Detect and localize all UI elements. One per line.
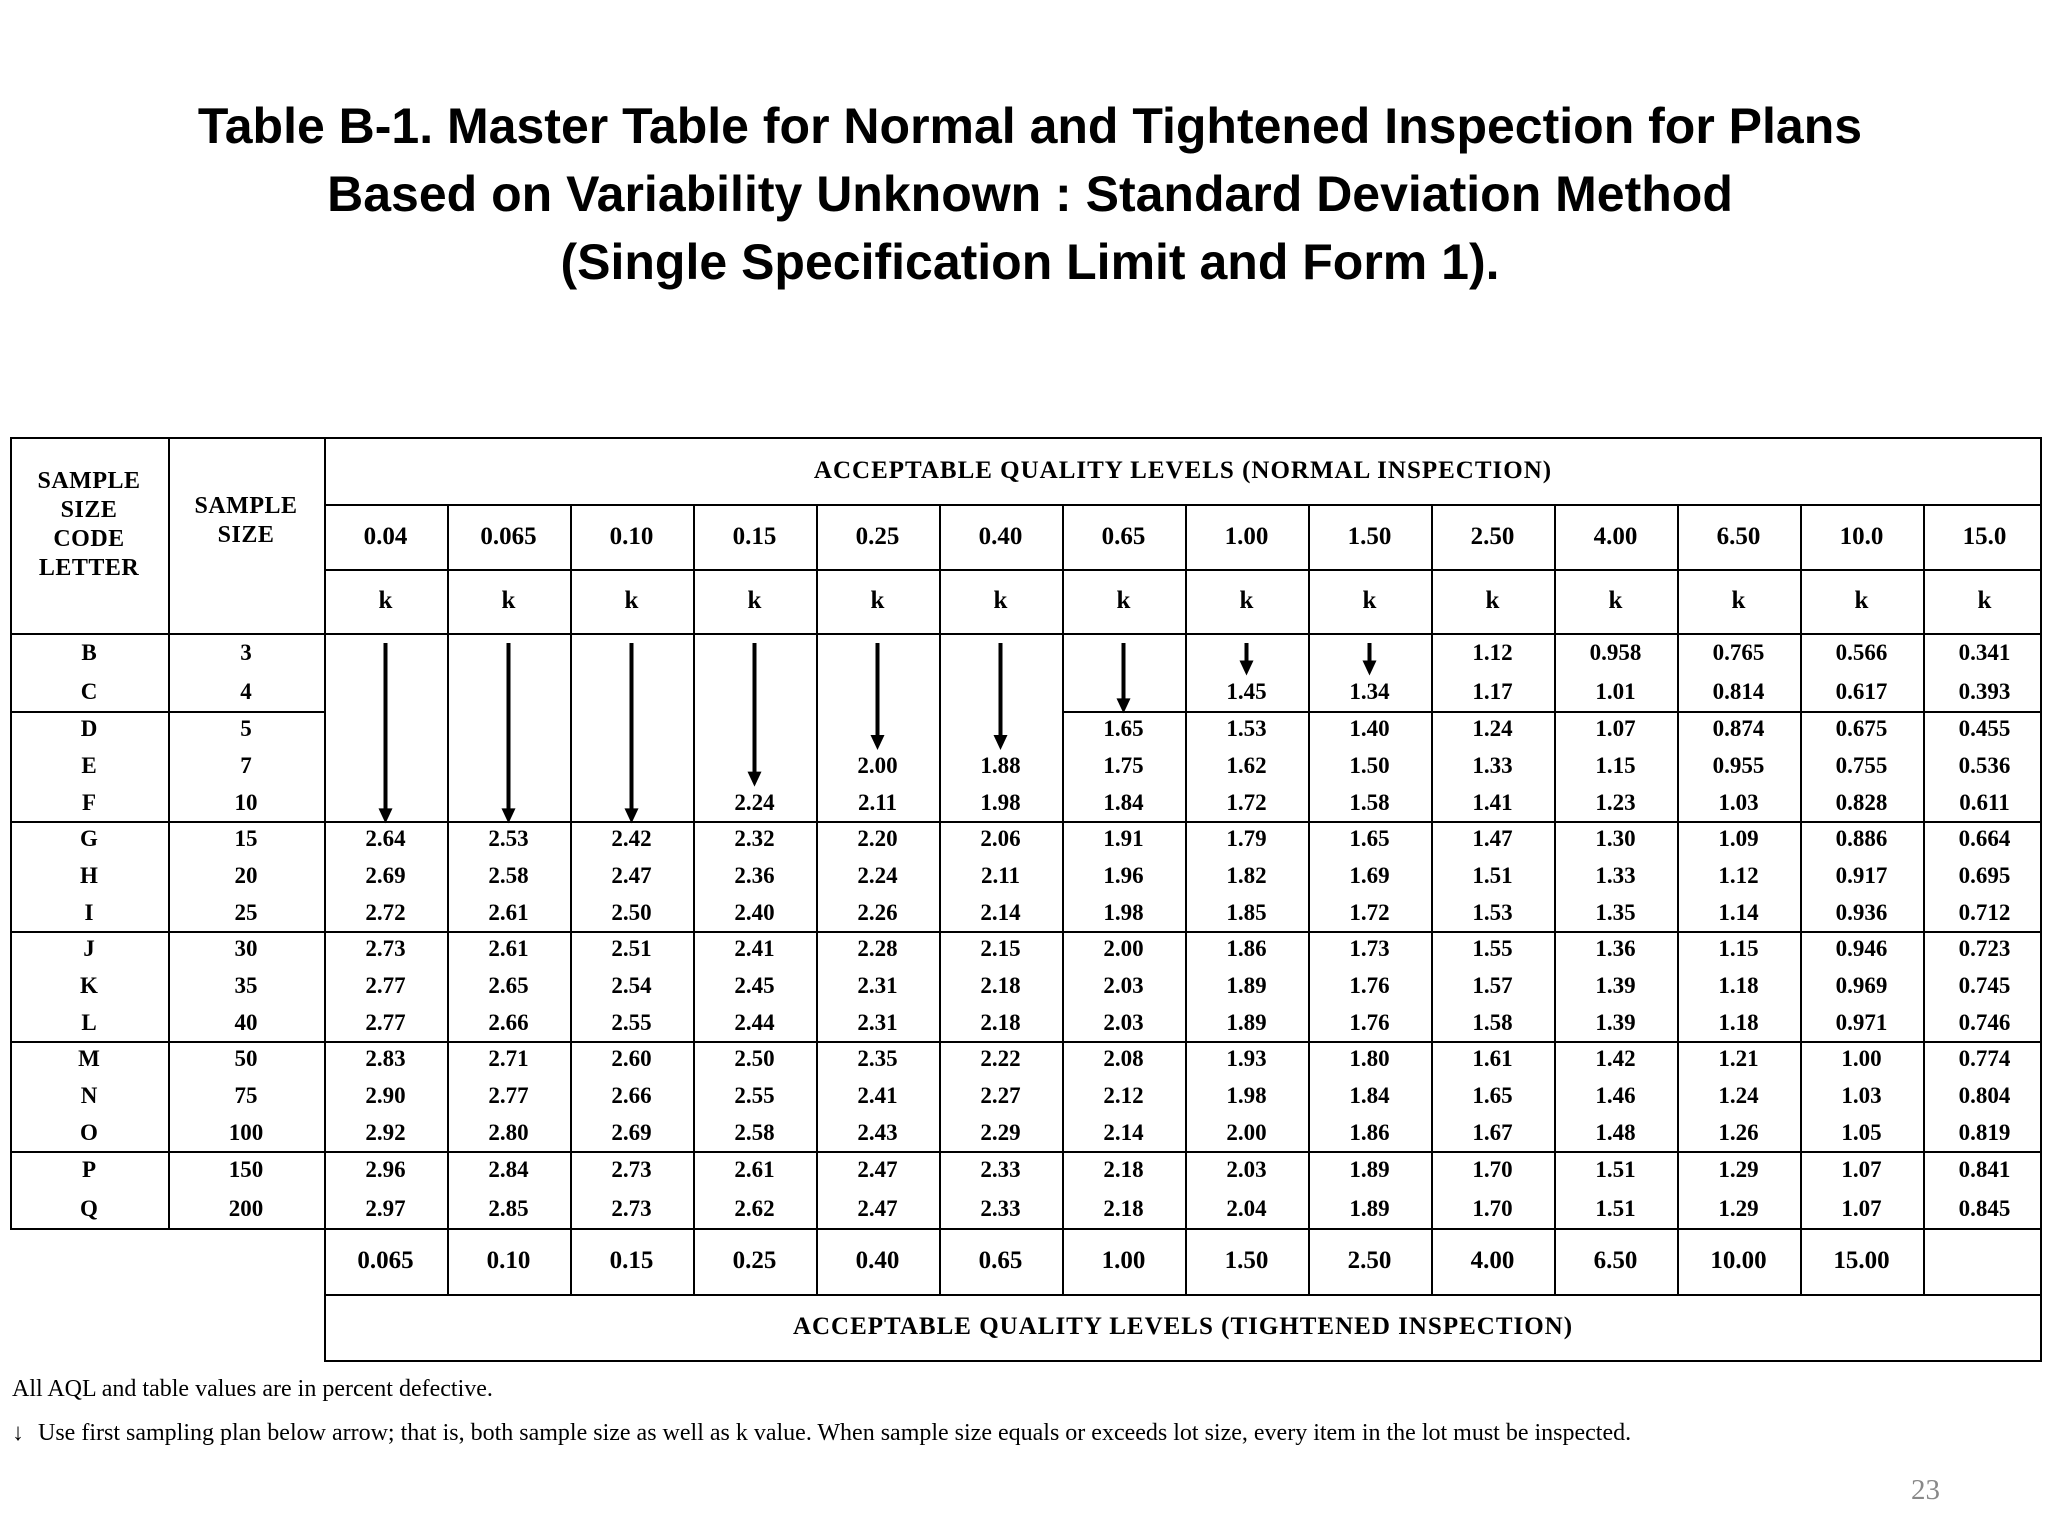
k-value: 2.32 [734,826,775,852]
k-value: 2.58 [488,863,529,888]
code-letter-header-line: SIZE [60,497,118,523]
normal-aql-value: 0.65 [1101,522,1146,550]
tightened-aql-value: 6.50 [1593,1247,1638,1274]
code-letter: M [78,1046,100,1072]
k-value: 1.53 [1226,716,1267,742]
code-letter: E [81,753,97,778]
k-value: 1.47 [1472,826,1513,852]
k-value: 2.45 [734,973,775,998]
sample-size: 7 [240,753,252,778]
k-value: 2.62 [734,1195,775,1221]
k-value: 2.12 [1103,1083,1144,1108]
k-value: 2.61 [488,899,529,925]
k-value: 2.03 [1103,1009,1144,1035]
k-value: 2.26 [857,899,898,925]
normal-aql-value: 0.40 [978,522,1023,550]
sample-size: 35 [234,973,258,998]
k-value: 1.73 [1349,936,1390,962]
k-value: 2.29 [980,1119,1021,1145]
k-value: 1.89 [1349,1195,1390,1221]
k-value: 2.47 [857,1195,898,1221]
k-value: 2.55 [734,1083,775,1108]
k-value: 2.80 [488,1119,529,1145]
title-line-2: Based on Variability Unknown : Standard Deviation Method [327,166,1733,222]
title-line-3: (Single Specification Limit and Form 1). [560,234,1500,290]
k-value: 2.42 [611,826,652,852]
k-value: 1.09 [1718,826,1759,852]
k-value: 2.66 [488,1009,529,1035]
k-value: 2.14 [980,899,1021,925]
k-value: 0.455 [1958,716,2011,742]
sample-size: 75 [234,1083,258,1108]
k-label: k [1362,587,1377,614]
k-value: 2.06 [980,826,1021,852]
k-value: 2.41 [857,1083,898,1108]
normal-aql-value: 1.50 [1347,522,1392,550]
k-value: 2.28 [857,936,898,962]
k-value: 1.18 [1718,973,1759,998]
k-value: 1.89 [1349,1157,1390,1183]
k-value: 2.71 [488,1046,529,1072]
k-value: 0.841 [1958,1157,2011,1183]
tightened-aql-value: 0.40 [855,1247,900,1274]
k-value: 2.84 [488,1157,529,1183]
code-letter-header-line: LETTER [38,555,140,581]
k-value: 1.00 [1841,1046,1882,1072]
k-value: 1.79 [1226,826,1267,852]
k-value: 2.53 [488,826,529,852]
k-value: 1.58 [1472,1009,1513,1035]
normal-aql-value: 10.0 [1839,522,1884,550]
tightened-aql-value: 0.15 [609,1247,654,1274]
k-value: 2.85 [488,1195,529,1221]
k-value: 0.828 [1835,789,1888,815]
sample-size-header-line: SIZE [217,522,275,548]
k-value: 1.42 [1595,1046,1636,1072]
k-value: 1.86 [1349,1119,1390,1145]
k-label: k [1239,587,1254,614]
k-value: 0.712 [1958,899,2011,925]
k-value: 1.98 [1103,899,1144,925]
k-value: 1.88 [980,753,1021,778]
k-label: k [870,587,885,614]
k-value: 2.65 [488,973,529,998]
normal-aql-value: 0.25 [855,522,900,550]
k-value: 2.69 [611,1119,652,1145]
k-value: 2.18 [1103,1157,1144,1183]
sample-size: 40 [234,1009,258,1035]
k-value: 2.27 [980,1083,1021,1108]
k-value: 2.69 [365,863,406,888]
k-value: 0.819 [1958,1119,2011,1145]
tightened-aql-value: 10.00 [1710,1247,1767,1274]
code-letter: P [81,1157,97,1183]
sample-size: 4 [240,678,252,704]
k-value: 1.03 [1841,1083,1882,1108]
k-value: 2.77 [365,973,406,998]
k-value: 2.73 [611,1157,652,1183]
k-value: 1.84 [1349,1083,1390,1108]
k-value: 1.96 [1103,863,1144,888]
k-value: 2.08 [1103,1046,1144,1072]
k-value: 1.55 [1472,936,1513,962]
k-value: 2.50 [611,899,652,925]
k-value: 2.22 [980,1046,1021,1072]
k-value: 2.61 [734,1157,775,1183]
tightened-aql-value: 0.25 [732,1247,777,1274]
k-value: 1.33 [1472,753,1513,778]
code-letter: B [81,639,97,665]
k-value: 1.72 [1226,789,1267,815]
title-line-1: Table B-1. Master Table for Normal and Tightened Inspection for Plans [197,98,1863,154]
k-value: 1.48 [1595,1119,1636,1145]
k-value: 2.97 [365,1195,406,1221]
k-value: 2.92 [365,1119,406,1145]
slide-title [0,92,2048,296]
k-value: 1.57 [1472,973,1513,998]
k-value: 1.89 [1226,973,1267,998]
k-value: 1.29 [1718,1195,1759,1221]
tightened-aql-value: 4.00 [1470,1247,1515,1274]
code-letter-header-line: CODE [53,526,125,552]
k-label: k [747,587,762,614]
down-arrow-icon [379,808,393,823]
k-value: 1.76 [1349,1009,1390,1035]
normal-aql-value: 1.00 [1224,522,1269,550]
k-value: 1.21 [1718,1046,1759,1072]
k-value: 1.41 [1472,789,1513,815]
k-value: 2.00 [1103,936,1144,962]
code-letter: J [83,936,95,962]
k-label: k [378,587,393,614]
k-value: 2.11 [981,863,1020,888]
tightened-aql-value: 1.00 [1101,1247,1146,1274]
k-value: 1.51 [1595,1195,1636,1221]
k-value: 2.03 [1103,973,1144,998]
tightened-aql-value: 2.50 [1347,1247,1392,1274]
k-value: 1.24 [1472,716,1513,742]
k-value: 0.804 [1958,1083,2011,1108]
k-value: 1.72 [1349,899,1390,925]
k-value: 1.85 [1226,899,1267,925]
k-value: 0.536 [1958,753,2011,778]
k-value: 1.98 [1226,1083,1267,1108]
code-letter: Q [80,1195,98,1221]
k-value: 2.24 [857,863,898,888]
k-label: k [1731,587,1746,614]
k-value: 0.814 [1712,678,1765,704]
k-value: 1.58 [1349,789,1390,815]
k-value: 2.96 [365,1157,406,1183]
tightened-aql-value: 0.65 [978,1247,1023,1274]
k-value: 1.82 [1226,863,1267,888]
k-value: 1.15 [1718,936,1759,962]
k-value: 2.83 [365,1046,406,1072]
k-value: 2.11 [858,789,897,815]
code-letter: O [80,1119,98,1145]
k-value: 1.75 [1103,753,1144,778]
down-arrow-icon [748,772,762,787]
k-value: 1.45 [1226,678,1267,704]
master-table [10,437,2042,1361]
code-letter: N [80,1083,98,1108]
k-value: 0.765 [1712,639,1765,665]
k-value: 0.774 [1958,1046,2011,1072]
normal-aql-value: 0.15 [732,522,777,550]
code-letter: D [80,716,98,742]
k-value: 1.89 [1226,1009,1267,1035]
k-value: 1.33 [1595,863,1636,888]
k-value: 1.12 [1472,639,1513,665]
k-value: 2.20 [857,826,898,852]
sample-size: 15 [234,826,258,852]
k-value: 1.65 [1103,716,1144,742]
down-arrow-icon [871,735,885,750]
k-label: k [1485,587,1500,614]
down-arrow-icon [1117,698,1131,713]
normal-aql-value: 0.04 [363,522,408,550]
k-value: 2.64 [365,826,406,852]
code-letter: G [80,826,98,852]
normal-aql-value: 2.50 [1470,522,1515,550]
note-percent-defective: All AQL and table values are in percent defective. [12,1376,493,1402]
k-value: 0.746 [1958,1009,2011,1035]
k-value: 1.53 [1472,899,1513,925]
code-letter: H [80,863,98,888]
k-value: 1.07 [1841,1157,1882,1183]
tightened-aql-value [1923,1228,2046,1294]
k-value: 1.61 [1472,1046,1513,1072]
k-value: 1.86 [1226,936,1267,962]
k-value: 1.76 [1349,973,1390,998]
k-value: 1.50 [1349,753,1390,778]
k-value: 2.00 [857,753,898,778]
tightened-aql-value: 1.50 [1224,1247,1269,1274]
k-value: 1.18 [1718,1009,1759,1035]
sample-size: 3 [240,639,252,665]
k-value: 0.566 [1835,639,1888,665]
down-arrow-icon [1363,661,1377,676]
note-arrow-instruction [12,1420,1631,1447]
k-value: 2.31 [857,1009,898,1035]
sample-size-header-line: SAMPLE [194,493,298,519]
k-value: 1.07 [1595,716,1636,742]
k-value: 1.91 [1103,826,1144,852]
k-value: 1.69 [1349,863,1390,888]
k-label: k [993,587,1008,614]
normal-aql-value: 15.0 [1962,522,2007,550]
k-value: 1.98 [980,789,1021,815]
tightened-aql-value: 0.065 [357,1247,414,1274]
k-value: 1.93 [1226,1046,1267,1072]
k-value: 2.00 [1226,1119,1267,1145]
k-value: 2.36 [734,863,775,888]
k-label: k [1977,587,1992,614]
k-value: 1.84 [1103,789,1144,815]
k-value: 2.47 [611,863,652,888]
code-letter: F [81,789,97,815]
k-value: 0.936 [1835,899,1888,925]
k-value: 2.14 [1103,1119,1144,1145]
k-value: 2.90 [365,1083,406,1108]
code-letter: C [80,678,98,704]
tightened-aql-value: 15.00 [1833,1247,1890,1274]
sample-size: 10 [234,789,258,815]
k-value: 2.55 [611,1009,652,1035]
k-value: 2.18 [980,1009,1021,1035]
k-value: 0.723 [1958,936,2011,962]
tightened-inspection-caption: ACCEPTABLE QUALITY LEVELS (TIGHTENED INSPECTION) [792,1313,1574,1340]
k-value: 2.04 [1226,1195,1267,1221]
code-letter: I [84,899,94,925]
k-value: 1.15 [1595,753,1636,778]
k-value: 1.65 [1472,1083,1513,1108]
k-value: 2.41 [734,936,775,962]
k-value: 0.971 [1835,1009,1888,1035]
k-value: 0.341 [1958,639,2011,665]
k-value: 0.675 [1835,716,1888,742]
k-label: k [624,587,639,614]
k-value: 2.35 [857,1046,898,1072]
tightened-aql-value: 0.10 [486,1247,531,1274]
k-label: k [1854,587,1869,614]
k-value: 0.969 [1835,973,1888,998]
k-value: 1.05 [1841,1119,1882,1145]
k-value: 1.23 [1595,789,1636,815]
k-value: 0.393 [1958,678,2011,704]
note-arrow-text: Use first sampling plan below arrow; that is, both sample size as well as k value. When sample size equals or exceeds lot size, every item in the lot must be inspected. [38,1420,1632,1446]
sample-size: 100 [228,1119,264,1145]
k-value: 0.946 [1835,936,1888,962]
k-value: 1.07 [1841,1195,1882,1221]
k-value: 1.39 [1595,1009,1636,1035]
k-value: 2.77 [488,1083,529,1108]
k-value: 1.46 [1595,1083,1636,1108]
normal-aql-value: 4.00 [1593,522,1638,550]
sample-size: 20 [234,863,258,888]
k-value: 1.26 [1718,1119,1759,1145]
k-value: 1.01 [1595,678,1636,704]
k-value: 0.664 [1958,826,2011,852]
k-value: 2.40 [734,899,775,925]
k-value: 0.958 [1589,639,1642,665]
arrows-layer [10,437,2042,1361]
k-value: 2.50 [734,1046,775,1072]
k-value: 2.33 [980,1157,1021,1183]
k-value: 2.61 [488,936,529,962]
normal-aql-value: 6.50 [1716,522,1761,550]
k-value: 1.24 [1718,1083,1759,1108]
k-value: 1.12 [1718,863,1759,888]
k-value: 1.35 [1595,899,1636,925]
sample-size: 200 [228,1195,264,1221]
down-arrow-icon [994,735,1008,750]
k-value: 1.70 [1472,1195,1513,1221]
k-value: 2.66 [611,1083,652,1108]
k-value: 0.874 [1712,716,1765,742]
sample-size: 150 [228,1157,264,1183]
normal-aql-value: 0.065 [480,522,537,550]
sample-size: 30 [234,936,258,962]
k-value: 0.955 [1712,753,1765,778]
k-value: 1.14 [1718,899,1759,925]
k-value: 2.58 [734,1119,775,1145]
k-value: 0.695 [1958,863,2011,888]
arrow-down-icon: ↓ [12,1420,24,1446]
k-value: 2.24 [734,789,775,815]
k-value: 2.60 [611,1046,652,1072]
k-value: 2.31 [857,973,898,998]
k-value: 2.18 [980,973,1021,998]
down-arrow-icon [1240,661,1254,676]
k-value: 1.62 [1226,753,1267,778]
k-value: 1.65 [1349,826,1390,852]
code-letter-header-line: SAMPLE [37,468,141,494]
k-value: 2.51 [611,936,652,962]
k-value: 2.15 [980,936,1021,962]
k-value: 0.845 [1958,1195,2011,1221]
k-value: 1.36 [1595,936,1636,962]
k-value: 0.745 [1958,973,2011,998]
sample-size: 5 [240,716,252,742]
k-value: 0.755 [1835,753,1888,778]
k-value: 1.51 [1595,1157,1636,1183]
k-value: 0.617 [1835,678,1888,704]
k-value: 2.33 [980,1195,1021,1221]
normal-aql-value: 0.10 [609,522,654,550]
k-value: 1.03 [1718,789,1759,815]
down-arrow-icon [625,808,639,823]
normal-inspection-caption: ACCEPTABLE QUALITY LEVELS (NORMAL INSPECTION) [813,456,1553,484]
code-letter: K [80,973,98,998]
k-value: 2.73 [365,936,406,962]
k-value: 2.43 [857,1119,898,1145]
k-value: 1.29 [1718,1157,1759,1183]
k-value: 2.77 [365,1009,406,1035]
sample-size: 50 [234,1046,258,1072]
k-value: 2.44 [734,1009,775,1035]
sample-size: 25 [234,899,258,925]
k-label: k [1116,587,1131,614]
k-value: 1.67 [1472,1119,1513,1145]
k-value: 1.17 [1472,678,1513,704]
k-value: 1.80 [1349,1046,1390,1072]
k-value: 1.70 [1472,1157,1513,1183]
k-value: 2.03 [1226,1157,1267,1183]
k-value: 2.72 [365,899,406,925]
k-value: 2.54 [611,973,652,998]
k-value: 0.886 [1835,826,1888,852]
k-value: 1.40 [1349,716,1390,742]
k-value: 0.611 [1959,789,2010,815]
page-number: 23 [1911,1474,1940,1506]
k-value: 1.30 [1595,826,1636,852]
k-value: 1.39 [1595,973,1636,998]
k-value: 0.917 [1835,863,1888,888]
k-label: k [1608,587,1623,614]
down-arrow-icon [502,808,516,823]
k-value: 1.34 [1349,678,1390,704]
code-letter: L [81,1009,97,1035]
k-value: 1.51 [1472,863,1513,888]
k-label: k [501,587,516,614]
k-value: 2.18 [1103,1195,1144,1221]
k-value: 2.73 [611,1195,652,1221]
k-value: 2.47 [857,1157,898,1183]
